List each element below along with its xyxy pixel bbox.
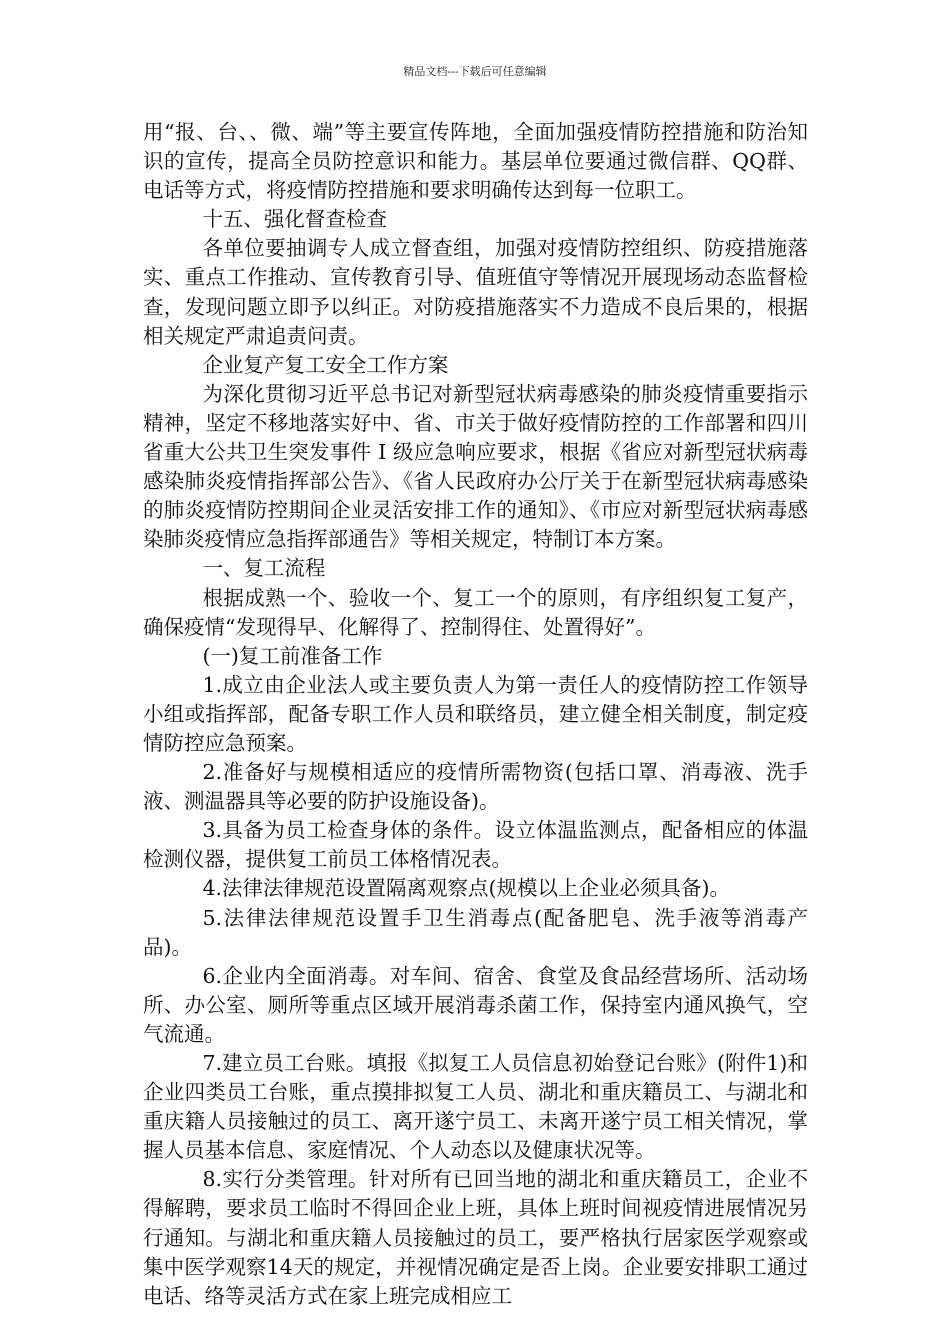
paragraph: 为深化贯彻习近平总书记对新型冠状病毒感染的肺炎疫情重要指示精神，坚定不移地落实好中、省、市关于做好疫情防控的工作部署和四川省重大公共卫生突发事件 I 级应急响应要求，根据《省应对新型冠状病毒感染肺炎疫情指挥部公告》、《省人民政府办公厅关于在新型冠状病毒感染的肺炎疫情防控期间企业灵活安排工作的通知》、《市应对新型冠状病毒感染肺炎疫情应急指挥部通告》等相关规定，特制订本方案。 [143,381,808,552]
paragraph: 7.建立员工台账。填报《拟复工人员信息初始登记台账》(附件1)和企业四类员工台账，重点摸排拟复工人员、湖北和重庆籍员工、与湖北和重庆籍人员接触过的员工、离开遂宁员工、未离开遂宁员工相关情况，掌握人员基本信息、家庭情况、个人动态以及健康状况等。 [143,1051,808,1163]
paragraph: 一、复工流程 [202,556,326,581]
paragraph: 各单位要抽调专人成立督查组，加强对疫情防控组织、防疫措施落实、重点工作推动、宣传教育引导、值班值守等情况开展现场动态监督检查，发现问题立即予以纠正。对防疫措施落实不力造成不良后果的，根据相关规定严肃追责问责。 [143,236,808,348]
paragraph: 根据成熟一个、验收一个、复工一个的原则，有序组织复工复产，确保疫情“发现得早、化解得了、控制得住、处置得好”。 [143,585,808,639]
paragraph: (一)复工前准备工作 [202,643,383,668]
page-header-note: 精品文档---下载后可任意编辑 [403,65,547,78]
document-body [143,118,808,1311]
paragraph: 2.准备好与规模相适应的疫情所需物资(包括口罩、消毒液、洗手液、测温器具等必要的防护设施设备)。 [143,760,808,814]
paragraph: 企业复产复工安全工作方案 [202,352,449,377]
paragraph: 8.实行分类管理。针对所有已回当地的湖北和重庆籍员工，企业不得解聘，要求员工临时不得回企业上班，具体上班时间视疫情进展情况另行通知。与湖北和重庆籍人员接触过的员工，要严格执行居家医学观察或集中医学观察14天的规定，并视情况确定是否上岗。企业要安排职工通过电话、络等灵活方式在家上班完成相应工 [143,1167,808,1308]
paragraph: 6.企业内全面消毒。对车间、宿舍、食堂及食品经营场所、活动场所、办公室、厕所等重点区域开展消毒杀菌工作，保持室内通风换气，空气流通。 [143,963,808,1046]
paragraph: 4.法律法律规范设置隔离观察点(规模以上企业必须具备)。 [202,876,730,901]
paragraph: 1.成立由企业法人或主要负责人为第一责任人的疫情防控工作领导小组或指挥部，配备专职工作人员和联络员，建立健全相关制度，制定疫情防控应急预案。 [143,672,808,755]
paragraph: 用“报、台、、微、端”等主要宣传阵地，全面加强疫情防控措施和防治知识的宣传，提高全员防控意识和能力。基层单位要通过微信群、QQ群、电话等方式，将疫情防控措施和要求明确传达到每一位职工。 [143,120,808,203]
paragraph: 5.法律法律规范设置手卫生消毒点(配备肥皂、洗手液等消毒产品)。 [143,905,808,959]
paragraph: 十五、强化督查检查 [202,207,387,232]
paragraph: 3.具备为员工检查身体的条件。设立体温监测点，配备相应的体温检测仪器，提供复工前员工体格情况表。 [143,818,808,872]
